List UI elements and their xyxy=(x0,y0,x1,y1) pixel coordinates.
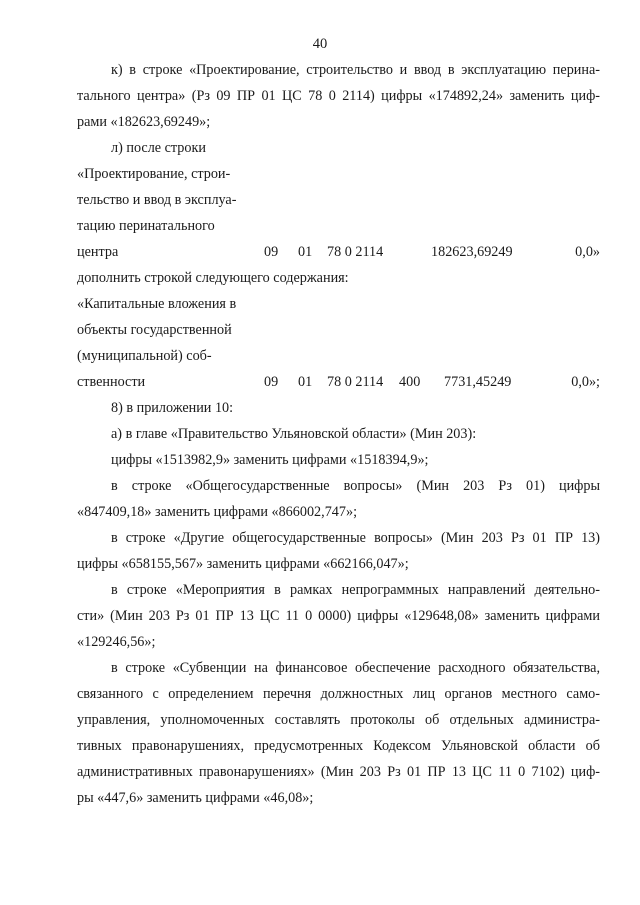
para-k-line-2: тального центра» (Рз 09 ПР 01 ЦС 78 0 2114) цифры «174892,24» заменить циф- xyxy=(77,88,600,104)
events-line-2: сти» (Мин 203 Рз 01 ПР 13 ЦС 11 0 0000) цифры «129648,08» заменить цифрами xyxy=(77,608,600,624)
para-l-intro: л) после строки xyxy=(111,140,206,156)
add-text: дополнить строкой следующего содержания: xyxy=(77,270,349,286)
subv-line-5: административных правонарушениях» (Мин 203 Рз 01 ПР 13 ЦС 11 0 7102) циф- xyxy=(77,764,600,780)
page-number: 40 xyxy=(312,36,328,52)
subv-line-4: тивных правонарушениях, предусмотренных Кодексом Ульяновской области об xyxy=(77,738,600,754)
row1-sum2: 0,0» xyxy=(575,244,600,260)
item-a-digits: цифры «1513982,9» заменить цифрами «1518394,9»; xyxy=(111,452,429,468)
para-k-line-1: к) в строке «Проектирование, строительство и ввод в эксплуатацию перина- xyxy=(111,62,600,78)
row2-vr: 400 xyxy=(399,374,421,390)
other-line-1: в строке «Другие общегосударственные вопросы» (Мин 203 Рз 01 ПР 13) xyxy=(111,530,600,546)
row2-sum2: 0,0»; xyxy=(571,374,600,390)
item-a: а) в главе «Правительство Ульяновской области» (Мин 203): xyxy=(111,426,477,442)
subv-line-6: ры «447,6» заменить цифрами «46,08»; xyxy=(77,790,314,806)
row1-name-line-3: тацию перинатального xyxy=(77,218,215,234)
subv-line-2: связанного с определением перечня должностных лиц органов местного само- xyxy=(77,686,600,702)
row1-name-line-2: тельство и ввод в эксплуа- xyxy=(77,192,237,208)
subv-line-3: управления, уполномоченных составлять протоколы об отдельных администра- xyxy=(77,712,600,728)
events-line-3: «129246,56»; xyxy=(77,634,156,650)
row2-pr: 01 xyxy=(298,374,313,390)
row1-pr: 01 xyxy=(298,244,313,260)
row2-name-line-1: «Капитальные вложения в xyxy=(77,296,237,312)
subv-line-1: в строке «Субвенции на финансовое обеспечение расходного обязательства, xyxy=(111,660,600,676)
para-k-line-3: рами «182623,69249»; xyxy=(77,114,211,130)
row2-name-line-3: (муниципальной) соб- xyxy=(77,348,212,364)
row1-rz: 09 xyxy=(264,244,279,260)
row1-name-line-4: центра xyxy=(77,244,119,260)
row1-cs: 78 0 2114 xyxy=(327,244,384,260)
row2-sum1: 7731,45249 xyxy=(444,374,512,390)
row1-name-line-1: «Проектирование, строи- xyxy=(77,166,231,182)
events-line-1: в строке «Мероприятия в рамках непрограммных направлений деятельно- xyxy=(111,582,600,598)
row2-name-line-2: объекты государственной xyxy=(77,322,232,338)
row2-cs: 78 0 2114 xyxy=(327,374,384,390)
row2-rz: 09 xyxy=(264,374,279,390)
row1-sum1: 182623,69249 xyxy=(431,244,513,260)
row2-name-line-4: ственности xyxy=(77,374,146,390)
other-line-2: цифры «658155,567» заменить цифрами «662166,047»; xyxy=(77,556,409,572)
item-8: 8) в приложении 10: xyxy=(111,400,234,416)
general-line-2: «847409,18» заменить цифрами «866002,747»; xyxy=(77,504,358,520)
general-line-1: в строке «Общегосударственные вопросы» (Мин 203 Рз 01) цифры xyxy=(111,478,600,494)
